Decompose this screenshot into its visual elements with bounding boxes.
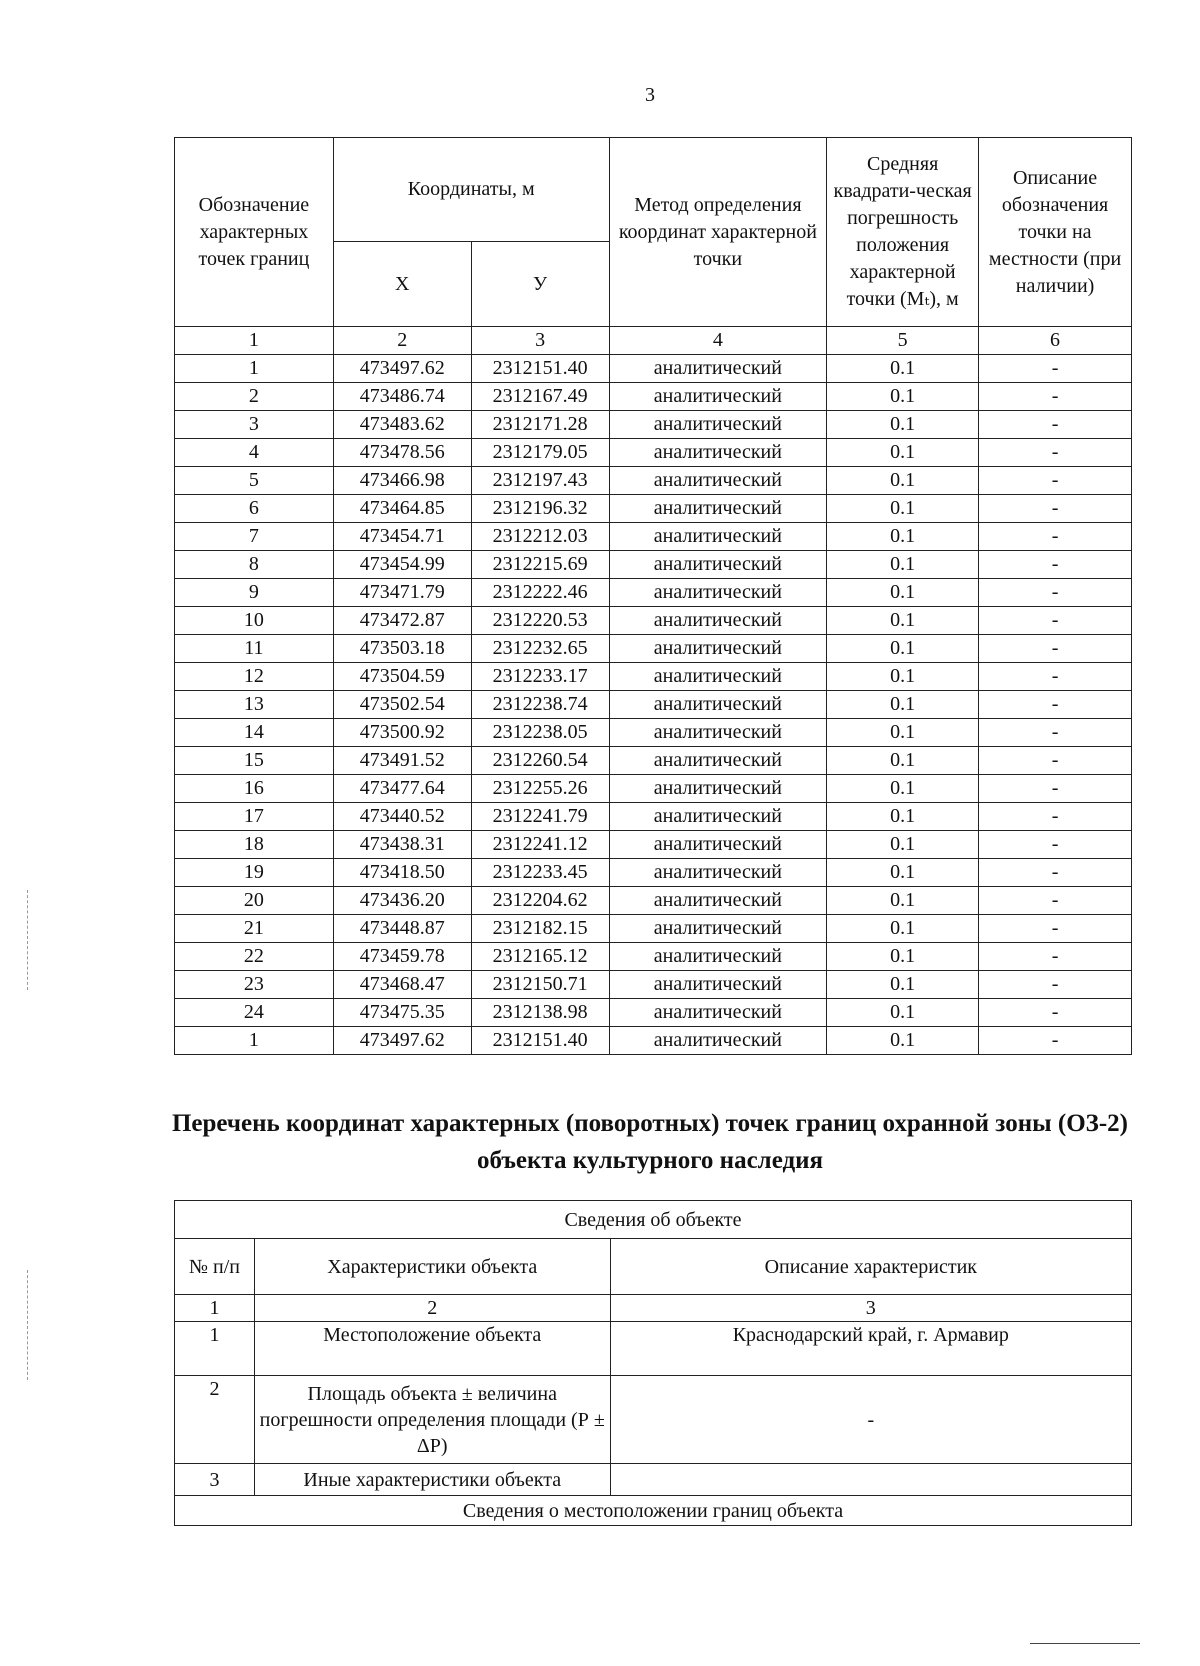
row-method: аналитический — [609, 579, 827, 607]
row-error: 0.1 — [827, 551, 979, 579]
row-x: 473459.78 — [333, 943, 471, 971]
row-description: - — [979, 523, 1132, 551]
row-error: 0.1 — [827, 775, 979, 803]
row-point-number: 12 — [175, 663, 334, 691]
row-method: аналитический — [609, 635, 827, 663]
row-y: 2312165.12 — [471, 943, 609, 971]
row-description: - — [979, 691, 1132, 719]
row-description: - — [979, 775, 1132, 803]
table-row — [175, 915, 1132, 943]
row-description: - — [979, 887, 1132, 915]
row-x: 473448.87 — [333, 915, 471, 943]
row-method: аналитический — [609, 803, 827, 831]
row-error: 0.1 — [827, 887, 979, 915]
row-error: 0.1 — [827, 971, 979, 999]
table-row — [175, 495, 1132, 523]
row-point-number: 18 — [175, 831, 334, 859]
table-row — [175, 943, 1132, 971]
row-x: 473497.62 — [333, 355, 471, 383]
row-y: 2312215.69 — [471, 551, 609, 579]
row-point-number: 3 — [175, 411, 334, 439]
row-x: 473502.54 — [333, 691, 471, 719]
row-x: 473491.52 — [333, 747, 471, 775]
row-error: 0.1 — [827, 607, 979, 635]
row-error: 0.1 — [827, 943, 979, 971]
table-row — [175, 971, 1132, 999]
row-x: 473454.71 — [333, 523, 471, 551]
row-y: 2312255.26 — [471, 775, 609, 803]
row-method: аналитический — [609, 383, 827, 411]
row-description: - — [979, 663, 1132, 691]
row-point-number: 6 — [175, 495, 334, 523]
row-description: - — [979, 495, 1132, 523]
info-row-characteristic: Иные характеристики объекта — [254, 1464, 610, 1496]
row-error: 0.1 — [827, 383, 979, 411]
row-point-number: 14 — [175, 719, 334, 747]
table-row — [175, 439, 1132, 467]
row-x: 473477.64 — [333, 775, 471, 803]
row-x: 473471.79 — [333, 579, 471, 607]
row-point-number: 7 — [175, 523, 334, 551]
column-number: 6 — [979, 327, 1132, 355]
row-point-number: 1 — [175, 355, 334, 383]
row-error: 0.1 — [827, 495, 979, 523]
row-description: - — [979, 551, 1132, 579]
row-method: аналитический — [609, 775, 827, 803]
info-footer: Сведения о местоположении границ объекта — [175, 1496, 1132, 1526]
coordinates-table — [174, 137, 1132, 1055]
table-row — [175, 523, 1132, 551]
row-point-number: 21 — [175, 915, 334, 943]
row-error: 0.1 — [827, 831, 979, 859]
row-method: аналитический — [609, 915, 827, 943]
row-error: 0.1 — [827, 355, 979, 383]
row-method: аналитический — [609, 1027, 827, 1055]
row-y: 2312179.05 — [471, 439, 609, 467]
table-row — [175, 775, 1132, 803]
row-x: 473466.98 — [333, 467, 471, 495]
row-point-number: 16 — [175, 775, 334, 803]
row-description: - — [979, 411, 1132, 439]
row-y: 2312151.40 — [471, 355, 609, 383]
info-caption: Сведения об объекте — [175, 1201, 1132, 1239]
row-y: 2312196.32 — [471, 495, 609, 523]
row-method: аналитический — [609, 439, 827, 467]
row-point-number: 19 — [175, 859, 334, 887]
row-point-number: 17 — [175, 803, 334, 831]
header-point-description: Описание обозначения точки на местности (при наличии) — [979, 138, 1132, 327]
table-row — [175, 719, 1132, 747]
row-point-number: 22 — [175, 943, 334, 971]
row-point-number: 4 — [175, 439, 334, 467]
row-description: - — [979, 719, 1132, 747]
row-description: - — [979, 607, 1132, 635]
row-description: - — [979, 439, 1132, 467]
info-row-characteristic: Площадь объекта ± величина погрешности определения площади (Р ± ΔР) — [254, 1376, 610, 1464]
row-y: 2312171.28 — [471, 411, 609, 439]
scan-margin-mark — [27, 1270, 29, 1380]
row-y: 2312138.98 — [471, 999, 609, 1027]
column-number: 1 — [175, 327, 334, 355]
row-point-number: 8 — [175, 551, 334, 579]
row-x: 473440.52 — [333, 803, 471, 831]
row-y: 2312212.03 — [471, 523, 609, 551]
row-description: - — [979, 355, 1132, 383]
row-method: аналитический — [609, 831, 827, 859]
header-description: Описание характеристик — [610, 1239, 1131, 1295]
row-y: 2312182.15 — [471, 915, 609, 943]
info-row-description: Краснодарский край, г. Армавир — [610, 1322, 1131, 1376]
row-y: 2312220.53 — [471, 607, 609, 635]
table-row — [175, 383, 1132, 411]
row-error: 0.1 — [827, 439, 979, 467]
row-error: 0.1 — [827, 1027, 979, 1055]
row-error: 0.1 — [827, 579, 979, 607]
row-x: 473438.31 — [333, 831, 471, 859]
row-x: 473503.18 — [333, 635, 471, 663]
row-y: 2312241.12 — [471, 831, 609, 859]
row-method: аналитический — [609, 607, 827, 635]
row-y: 2312238.05 — [471, 719, 609, 747]
row-description: - — [979, 943, 1132, 971]
table-row — [175, 887, 1132, 915]
row-method: аналитический — [609, 747, 827, 775]
row-point-number: 23 — [175, 971, 334, 999]
row-point-number: 11 — [175, 635, 334, 663]
info-row-number: 1 — [175, 1322, 255, 1376]
page-number: 3 — [645, 84, 655, 106]
column-number: 4 — [609, 327, 827, 355]
info-row-description — [610, 1464, 1131, 1496]
row-method: аналитический — [609, 887, 827, 915]
row-error: 0.1 — [827, 859, 979, 887]
row-y: 2312238.74 — [471, 691, 609, 719]
row-x: 473436.20 — [333, 887, 471, 915]
row-x: 473464.85 — [333, 495, 471, 523]
row-y: 2312260.54 — [471, 747, 609, 775]
column-number: 2 — [333, 327, 471, 355]
row-method: аналитический — [609, 999, 827, 1027]
row-x: 473504.59 — [333, 663, 471, 691]
header-mean-square-error: Средняя квадрати-ческая погрешность положения характерной точки (Мₜ), м — [827, 138, 979, 327]
row-description: - — [979, 831, 1132, 859]
row-error: 0.1 — [827, 747, 979, 775]
column-number-row — [175, 327, 1132, 355]
row-x: 473478.56 — [333, 439, 471, 467]
header-x: X — [333, 242, 471, 327]
row-error: 0.1 — [827, 999, 979, 1027]
header-characteristic: Характеристики объекта — [254, 1239, 610, 1295]
row-error: 0.1 — [827, 915, 979, 943]
table-row — [175, 467, 1132, 495]
table-row — [175, 663, 1132, 691]
scan-margin-mark — [27, 890, 29, 990]
column-number: 1 — [175, 1295, 255, 1322]
table-row — [175, 803, 1132, 831]
row-x: 473497.62 — [333, 1027, 471, 1055]
row-x: 473472.87 — [333, 607, 471, 635]
row-description: - — [979, 383, 1132, 411]
table-row — [175, 551, 1132, 579]
info-row-description: - — [610, 1376, 1131, 1464]
row-y: 2312222.46 — [471, 579, 609, 607]
row-method: аналитический — [609, 495, 827, 523]
row-point-number: 13 — [175, 691, 334, 719]
row-y: 2312204.62 — [471, 887, 609, 915]
table-row — [175, 635, 1132, 663]
row-point-number: 15 — [175, 747, 334, 775]
row-description: - — [979, 1027, 1132, 1055]
row-y: 2312167.49 — [471, 383, 609, 411]
row-error: 0.1 — [827, 803, 979, 831]
row-method: аналитический — [609, 691, 827, 719]
header-point-designation: Обозначение характерных точек границ — [175, 138, 334, 327]
row-x: 473475.35 — [333, 999, 471, 1027]
header-method: Метод определения координат характерной точки — [609, 138, 827, 327]
table-row — [175, 411, 1132, 439]
row-description: - — [979, 747, 1132, 775]
scan-edge-line — [1030, 1643, 1140, 1644]
info-row-number: 2 — [175, 1376, 255, 1464]
header-y: У — [471, 242, 609, 327]
row-point-number: 20 — [175, 887, 334, 915]
table-row — [175, 579, 1132, 607]
row-y: 2312233.45 — [471, 859, 609, 887]
row-method: аналитический — [609, 411, 827, 439]
header-coordinates: Координаты, м — [333, 138, 609, 242]
row-method: аналитический — [609, 719, 827, 747]
row-description: - — [979, 635, 1132, 663]
row-error: 0.1 — [827, 663, 979, 691]
row-point-number: 1 — [175, 1027, 334, 1055]
row-y: 2312232.65 — [471, 635, 609, 663]
row-point-number: 10 — [175, 607, 334, 635]
row-y: 2312150.71 — [471, 971, 609, 999]
row-y: 2312197.43 — [471, 467, 609, 495]
row-description: - — [979, 971, 1132, 999]
column-number: 2 — [254, 1295, 610, 1322]
table-row — [175, 607, 1132, 635]
row-x: 473486.74 — [333, 383, 471, 411]
row-description: - — [979, 859, 1132, 887]
row-method: аналитический — [609, 663, 827, 691]
row-point-number: 9 — [175, 579, 334, 607]
row-description: - — [979, 999, 1132, 1027]
row-error: 0.1 — [827, 719, 979, 747]
row-description: - — [979, 467, 1132, 495]
table-row — [175, 859, 1132, 887]
row-point-number: 5 — [175, 467, 334, 495]
header-number: № п/п — [175, 1239, 255, 1295]
row-error: 0.1 — [827, 635, 979, 663]
row-x: 473500.92 — [333, 719, 471, 747]
row-y: 2312151.40 — [471, 1027, 609, 1055]
row-error: 0.1 — [827, 691, 979, 719]
row-x: 473483.62 — [333, 411, 471, 439]
section-title: Перечень координат характерных (поворотных) точек границ охранной зоны (ОЗ-2) объекта культурного наследия — [171, 1110, 1128, 1174]
row-description: - — [979, 803, 1132, 831]
object-info-table — [174, 1200, 1132, 1526]
row-method: аналитический — [609, 523, 827, 551]
row-y: 2312241.79 — [471, 803, 609, 831]
row-description: - — [979, 915, 1132, 943]
row-description: - — [979, 579, 1132, 607]
table-row — [175, 691, 1132, 719]
table-row — [175, 355, 1132, 383]
row-method: аналитический — [609, 943, 827, 971]
table-row — [175, 999, 1132, 1027]
table-row — [175, 1027, 1132, 1055]
row-method: аналитический — [609, 859, 827, 887]
info-row-characteristic: Местоположение объекта — [254, 1322, 610, 1376]
info-row-number: 3 — [175, 1464, 255, 1496]
table-row — [175, 831, 1132, 859]
row-method: аналитический — [609, 971, 827, 999]
column-number: 3 — [471, 327, 609, 355]
row-x: 473418.50 — [333, 859, 471, 887]
column-number: 5 — [827, 327, 979, 355]
column-number: 3 — [610, 1295, 1131, 1322]
row-point-number: 24 — [175, 999, 334, 1027]
row-point-number: 2 — [175, 383, 334, 411]
row-x: 473468.47 — [333, 971, 471, 999]
row-method: аналитический — [609, 467, 827, 495]
row-y: 2312233.17 — [471, 663, 609, 691]
row-method: аналитический — [609, 355, 827, 383]
row-error: 0.1 — [827, 523, 979, 551]
row-x: 473454.99 — [333, 551, 471, 579]
table-row — [175, 747, 1132, 775]
row-method: аналитический — [609, 551, 827, 579]
row-error: 0.1 — [827, 411, 979, 439]
row-error: 0.1 — [827, 467, 979, 495]
